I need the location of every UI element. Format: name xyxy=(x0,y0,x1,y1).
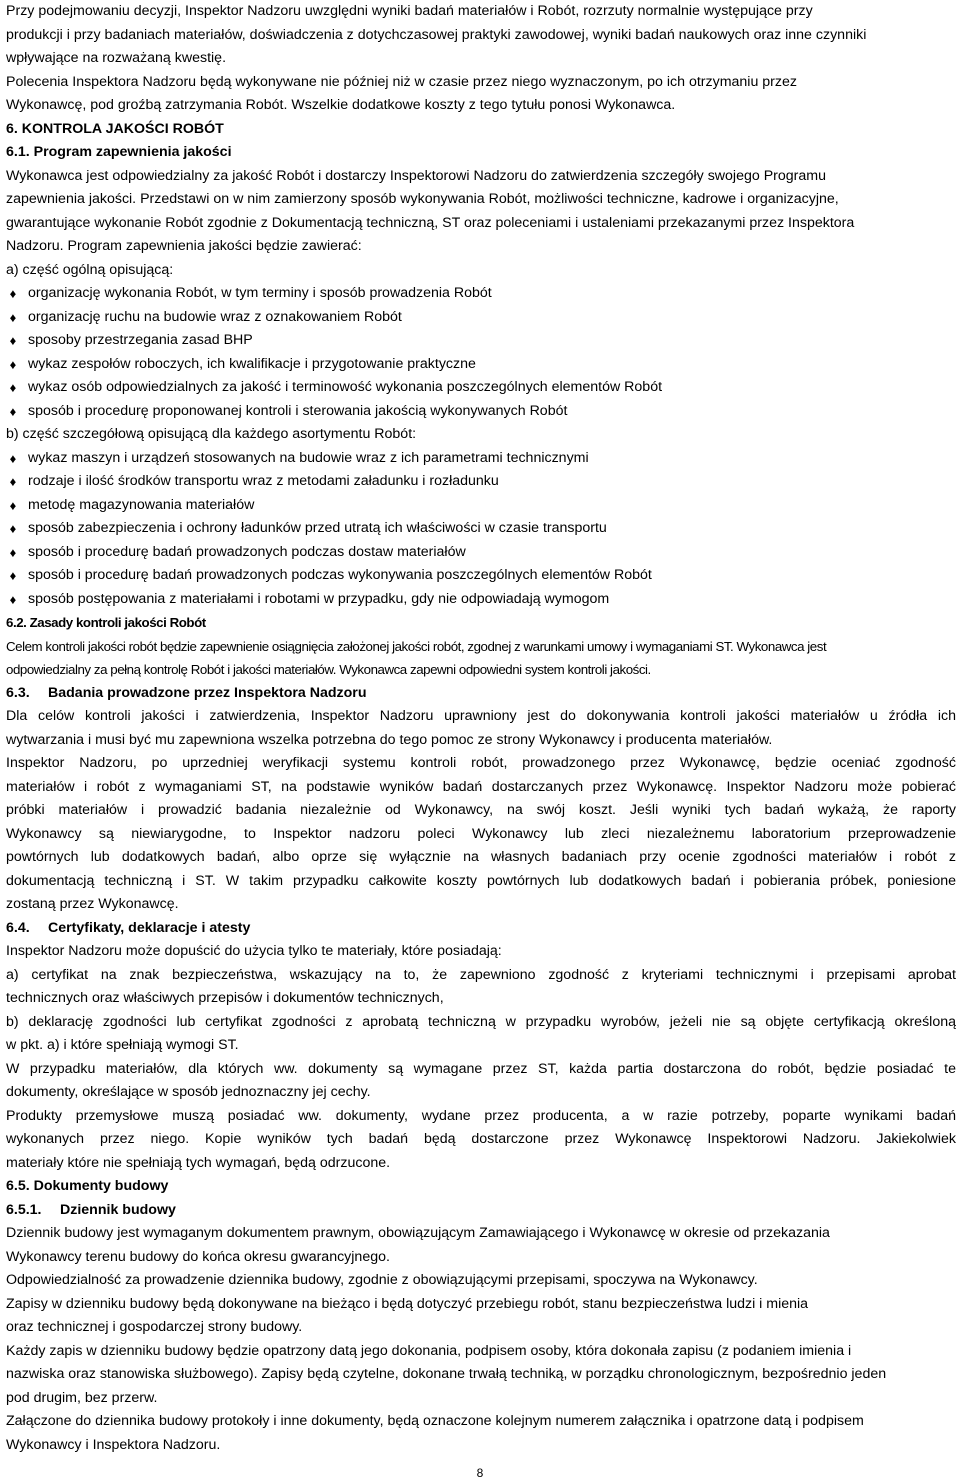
paragraph-line: Inspektor Nadzoru, po uprzedniej weryfikacji systemu kontroli robót, prowadzonego przez Wykonawcę, będzie oceniać zgodność xyxy=(6,755,956,771)
paragraph-line: powtórnych lub dodatkowych badań, albo oprze się wyłącznie na własnych badaniach przy ocenie zgodności materiałów i robót z xyxy=(6,849,956,865)
paragraph-line: Wykonawcy terenu budowy do końca okresu gwarancyjnego. xyxy=(6,1248,390,1265)
diamond-bullet-icon: ♦ xyxy=(9,521,17,536)
paragraph-line: materiały które nie spełniają tych wymagań, będą odrzucone. xyxy=(6,1154,391,1171)
paragraph-line: Wykonawcę, pod groźbą zatrzymania Robót. Wszelkie dodatkowe koszty z tego tytułu ponosi Wykonawca. xyxy=(6,97,676,113)
bullet-item xyxy=(6,353,956,377)
diamond-bullet-icon: ♦ xyxy=(9,591,17,607)
paragraph-line: Celem kontroli jakości robót będzie zapewnienie osiągnięcia założonej jakości robót, zgodnej z warunkami umowy i wymaganiami ST. Wykonawca jest xyxy=(6,638,827,654)
diamond-bullet-icon: ♦ xyxy=(9,333,17,348)
heading-title: Dziennik budowy xyxy=(60,1201,176,1218)
diamond-bullet-icon: ♦ xyxy=(9,568,17,583)
bullet-item xyxy=(6,541,956,565)
heading-number: 6.4. xyxy=(6,919,30,936)
subsection-heading: 6.1. Program zapewnienia jakości xyxy=(6,144,232,160)
paragraph-line: produkcji i przy badaniach materiałów, doświadczenia z dotychczasowej praktyki zawodowej, wyniki badań naukowych oraz inne czynniki xyxy=(6,26,867,43)
diamond-bullet-icon: ♦ xyxy=(9,356,17,372)
heading-title: Badania prowadzone przez Inspektora Nadzoru xyxy=(48,684,367,701)
subsection-heading xyxy=(6,682,956,706)
paragraph-line: Przy podejmowaniu decyzji, Inspektor Nadzoru uwzględni wyniki badań materiałów i Robót, rozrzuty normalnie występujące przy xyxy=(6,3,813,19)
list-heading: b) część szczegółową opisującą dla każdego asortymentu Robót: xyxy=(6,426,417,442)
bullet-item xyxy=(6,588,956,612)
paragraph-line: wytwarzania i musi być mu zapewniona wszelka potrzebna do tego pomoc ze strony Wykonawcy i producenta materiałów. xyxy=(6,731,773,748)
paragraph-line: Produkty przemysłowe muszą posiadać ww. dokumenty, wydane przez producenta, a w razie potrzeby, poparte wynikami badań xyxy=(6,1107,956,1124)
paragraph-line: wpływające na rozważaną kwestię. xyxy=(6,50,227,66)
heading-number: 6.3. xyxy=(6,684,30,701)
diamond-bullet-icon: ♦ xyxy=(9,474,17,489)
bullet-text: sposób i procedurę proponowanej kontroli i sterowania jakością wykonywanych Robót xyxy=(28,402,568,419)
paragraph-line: technicznych oraz właściwych przepisów i dokumentów technicznych, xyxy=(6,990,444,1006)
diamond-bullet-icon: ♦ xyxy=(9,309,17,325)
paragraph-line: b) deklarację zgodności lub certyfikat zgodności z aprobatą techniczną w przypadku wyrobów, jeżeli nie są objęte certyfikacją określoną xyxy=(6,1013,956,1030)
list-heading: a) część ogólną opisującą: xyxy=(6,261,174,278)
bullet-text: sposoby przestrzegania zasad BHP xyxy=(28,332,253,348)
bullet-item xyxy=(6,447,956,471)
bullet-item xyxy=(6,470,956,494)
diamond-bullet-icon: ♦ xyxy=(9,286,17,301)
paragraph-line: dokumenty, określające w sposób jednoznaczny jej cechy. xyxy=(6,1084,371,1100)
paragraph-line: gwarantujące wykonanie Robót zgodnie z Dokumentacją techniczną, ST oraz poleceniami i ustaleniami przekazanymi przez Inspektora xyxy=(6,214,855,231)
bullet-item xyxy=(6,282,956,306)
bullet-item xyxy=(6,306,956,330)
paragraph-line: dokumentacją techniczną i ST. W takim przypadku całkowite koszty powtórnych lub dodatkowych badań i pobierania próbek, poniesione xyxy=(6,872,956,889)
bullet-item xyxy=(6,376,956,400)
diamond-bullet-icon: ♦ xyxy=(9,497,17,513)
bullet-text: wykaz zespołów roboczych, ich kwalifikacje i przygotowanie praktyczne xyxy=(28,355,476,372)
paragraph-line: materiałów i robót z wymaganiami ST, na podstawie wyników badań dostarczanych przez Wykonawcę. Inspektor Nadzoru może pobierać xyxy=(6,778,956,795)
paragraph-line: Nadzoru. Program zapewnienia jakości będzie zawierać: xyxy=(6,238,362,254)
paragraph-line: Wykonawcy są niewiarygodne, to Inspektor nadzoru poleci Wykonawcy lub zleci niezależnemu laboratorium przeprowadzenie xyxy=(6,825,956,842)
subsection-heading: 6.2. Zasady kontroli jakości Robót xyxy=(6,615,206,630)
bullet-text: organizację ruchu na budowie wraz z oznakowaniem Robót xyxy=(28,308,402,325)
subsection-heading: 6.5. Dokumenty budowy xyxy=(6,1178,169,1194)
diamond-bullet-icon: ♦ xyxy=(9,403,17,419)
paragraph-line: oraz technicznej i gospodarczej strony budowy. xyxy=(6,1319,303,1335)
subsection-heading xyxy=(6,1199,956,1223)
paragraph-line: zostaną przez Wykonawcę. xyxy=(6,896,179,912)
heading-number: 6.5.1. xyxy=(6,1201,42,1218)
page-number: 8 xyxy=(476,1466,484,1480)
paragraph-line: Inspektor Nadzoru może dopuścić do użycia tylko te materiały, które posiadają: xyxy=(6,943,502,959)
bullet-text: rodzaje i ilość środków transportu wraz z metodami załadunku i rozładunku xyxy=(28,473,499,489)
subsection-heading xyxy=(6,917,956,941)
bullet-text: wykaz osób odpowiedzialnych za jakość i terminowość wykonania poszczególnych elementów Robót xyxy=(28,379,663,395)
paragraph-line: Wykonawcy i Inspektora Nadzoru. xyxy=(6,1436,221,1453)
paragraph-line: Wykonawca jest odpowiedzialny za jakość Robót i dostarczy Inspektorowi Nadzoru do zatwierdzenia szczegóły swojego Programu xyxy=(6,167,826,184)
bullet-text: wykaz maszyn i urządzeń stosowanych na budowie wraz z ich parametrami technicznymi xyxy=(28,449,589,466)
paragraph-line: W przypadku materiałów, dla których ww. dokumenty są wymagane przez ST, każda partia dostarczona do robót, będzie posiadać te xyxy=(6,1060,956,1077)
bullet-text: organizację wykonania Robót, w tym terminy i sposób prowadzenia Robót xyxy=(28,285,492,301)
paragraph-line: a) certyfikat na znak bezpieczeństwa, wskazujący na to, że zapewniono zgodność z kryteriami technicznymi i przepisami aprobat xyxy=(6,966,956,983)
paragraph-line: wykonanych przez niego. Kopie wyników tych badań będą dostarczone przez Wykonawcę Inspektorowi Nadzoru. Jakiekolwiek xyxy=(6,1131,956,1147)
paragraph-line: Polecenia Inspektora Nadzoru będą wykonywane nie później niż w czasie przez niego wyznaczonym, po ich otrzymaniu przez xyxy=(6,73,797,90)
bullet-text: sposób i procedurę badań prowadzonych podczas dostaw materiałów xyxy=(28,543,466,560)
bullet-text: sposób postępowania z materiałami i robotami w przypadku, gdy nie odpowiadają wymogom xyxy=(28,590,610,607)
paragraph-line: odpowiedzialny za pełną kontrolę Robót i jakości materiałów. Wykonawca zapewni odpowiedni system kontroli jakości. xyxy=(6,662,651,677)
bullet-text: metodę magazynowania materiałów xyxy=(28,496,255,513)
document-page xyxy=(6,0,956,1457)
bullet-item xyxy=(6,517,956,541)
paragraph-line: próbki materiałów i prowadzić badania niezależnie od Wykonawcy, na swój koszt. Jeśli wyniki tych badań wykażą, że raporty xyxy=(6,802,956,818)
paragraph-line: Załączone do dziennika budowy protokoły i inne dokumenty, będą oznaczone kolejnym numerem załącznika i opatrzone datą i podpisem xyxy=(6,1413,864,1429)
bullet-item xyxy=(6,329,956,353)
section-heading: 6. KONTROLA JAKOŚCI ROBÓT xyxy=(6,120,224,137)
bullet-item xyxy=(6,400,956,424)
heading-title: Certyfikaty, deklaracje i atesty xyxy=(48,919,251,936)
paragraph-line: zapewnienia jakości. Przedstawi on w nim zamierzony sposób wykonywania Robót, możliwości techniczne, kadrowe i organizacyjne, xyxy=(6,191,839,207)
paragraph-line: Dziennik budowy jest wymaganym dokumentem prawnym, obowiązującym Zamawiającego i Wykonawcę w okresie od przekazania xyxy=(6,1225,830,1241)
paragraph-line: Zapisy w dzienniku budowy będą dokonywane na bieżąco i będą dotyczyć przebiegu robót, stanu bezpieczeństwa ludzi i mienia xyxy=(6,1295,809,1312)
diamond-bullet-icon: ♦ xyxy=(9,380,17,395)
diamond-bullet-icon: ♦ xyxy=(9,544,17,560)
paragraph-line: Odpowiedzialność za prowadzenie dziennika budowy, zgodnie z obowiązującymi przepisami, spoczywa na Wykonawcy. xyxy=(6,1272,758,1288)
bullet-text: sposób zabezpieczenia i ochrony ładunków przed utratą ich właściwości w czasie transportu xyxy=(28,520,607,536)
paragraph-line: Każdy zapis w dzienniku budowy będzie opatrzony datą jego dokonania, podpisem osoby, która dokonała zapisu (z podaniem imienia i xyxy=(6,1342,852,1359)
bullet-text: sposób i procedurę badań prowadzonych podczas wykonywania poszczególnych elementów Robót xyxy=(28,567,652,583)
diamond-bullet-icon: ♦ xyxy=(9,450,17,466)
paragraph-line: nazwiska oraz stanowiska służbowego). Zapisy będą czytelne, dokonane trwałą techniką, w porządku chronologicznym, bezpośrednio jeden xyxy=(6,1366,887,1382)
bullet-item xyxy=(6,564,956,588)
paragraph-line: Dla celów kontroli jakości i zatwierdzenia, Inspektor Nadzoru uprawniony jest do dokonywania kontroli jakości materiałów u źródła ich xyxy=(6,708,956,724)
paragraph-line: w pkt. a) i które spełniają wymogi ST. xyxy=(6,1037,239,1053)
paragraph-line: pod drugim, bez przerw. xyxy=(6,1389,158,1406)
bullet-item xyxy=(6,494,956,518)
